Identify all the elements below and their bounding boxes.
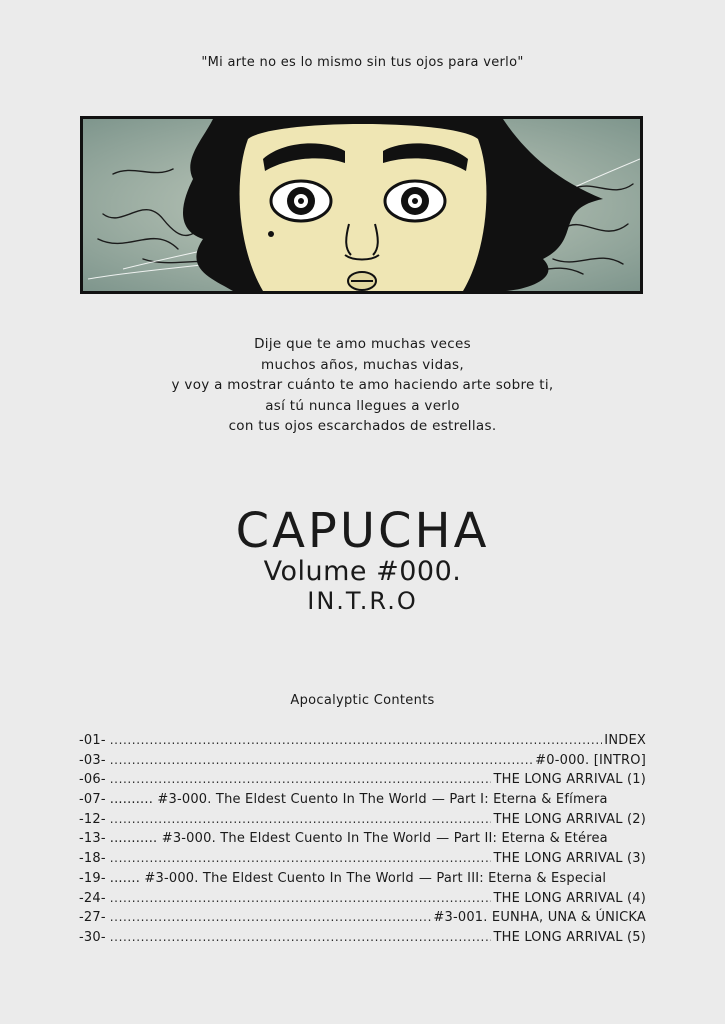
book-title: CAPUCHA — [235, 503, 490, 559]
face-illustration — [83, 119, 640, 291]
toc-entry-title: THE LONG ARRIVAL (4) — [493, 890, 646, 906]
toc-entry-title: THE LONG ARRIVAL (3) — [493, 851, 646, 867]
toc-entry — [79, 910, 646, 930]
toc-entry — [79, 871, 646, 891]
toc-page-number: -12- — [79, 811, 106, 827]
toc-entry-title: — Part II: Eterna & Etérea — [436, 831, 608, 847]
toc-page-number: -06- — [79, 772, 106, 788]
toc-leader-dots — [110, 733, 603, 747]
poem-line: muchos años, muchas vidas, — [261, 356, 464, 373]
toc-page-number: -01- — [79, 733, 106, 748]
volume-subtitle: IN.T.R.O — [307, 587, 418, 615]
toc-page-number: -27- — [79, 910, 106, 926]
toc-leader-dots — [110, 772, 492, 786]
toc-entry-prefix: .......... #3-000. The Eldest Cuento In The World — [109, 792, 427, 808]
toc-entry — [79, 831, 646, 851]
toc-leader-dots — [110, 910, 432, 924]
epigraph-quote: "Mi arte no es lo mismo sin tus ojos para verlo" — [201, 55, 524, 70]
toc-entry-prefix: ........... #3-000. The Eldest Cuento In The World — [109, 831, 432, 847]
toc-entry — [79, 772, 646, 792]
toc-entry — [79, 792, 646, 812]
toc-page-number: -24- — [79, 890, 106, 906]
toc-page-number: -30- — [79, 929, 106, 945]
toc-entry-title: — Part III: Eterna & Especial — [418, 870, 607, 886]
toc-entry — [79, 851, 646, 871]
comic-panel-face-illustration — [80, 116, 643, 294]
toc-entry-prefix: ....... #3-000. The Eldest Cuento In The World — [109, 870, 414, 886]
toc-leader-dots — [110, 891, 492, 905]
toc-page-number: -13- — [79, 831, 106, 847]
toc-leader-dots — [110, 812, 492, 826]
table-of-contents — [79, 733, 646, 950]
toc-entry-title: — Part I: Eterna & Efímera — [431, 792, 608, 808]
toc-page-number: -19- — [79, 870, 106, 886]
poem-line: y voy a mostrar cuánto te amo haciendo arte sobre ti, — [171, 377, 554, 394]
toc-entry-title: THE LONG ARRIVAL (1) — [493, 772, 646, 788]
toc-page-number: -07- — [79, 792, 106, 808]
poem-line: con tus ojos escarchados de estrellas. — [228, 418, 497, 435]
poem-line: Dije que te amo muchas veces — [254, 336, 471, 352]
toc-entry-title: #0-000. [INTRO] — [535, 752, 646, 768]
toc-entry — [79, 891, 646, 911]
toc-entry-title: #3-001. EUNHA, UNA & ÚNICKA — [433, 910, 646, 926]
toc-page-number: -18- — [79, 851, 106, 867]
toc-page-number: -03- — [79, 752, 106, 768]
toc-entry — [79, 812, 646, 832]
toc-leader-dots — [110, 930, 492, 944]
contents-heading: Apocalyptic Contents — [290, 693, 435, 708]
toc-entry — [79, 733, 646, 753]
toc-leader-dots — [110, 851, 492, 865]
toc-leader-dots — [110, 753, 533, 767]
volume-number: Volume #000. — [263, 556, 462, 587]
poem-text — [0, 334, 725, 437]
toc-entry-title: THE LONG ARRIVAL (2) — [493, 811, 646, 827]
poem-line: así tú nunca llegues a verlo — [265, 397, 460, 414]
toc-entry — [79, 753, 646, 773]
toc-entry-title: INDEX — [604, 733, 646, 748]
toc-entry-title: THE LONG ARRIVAL (5) — [493, 929, 646, 945]
toc-entry — [79, 930, 646, 950]
